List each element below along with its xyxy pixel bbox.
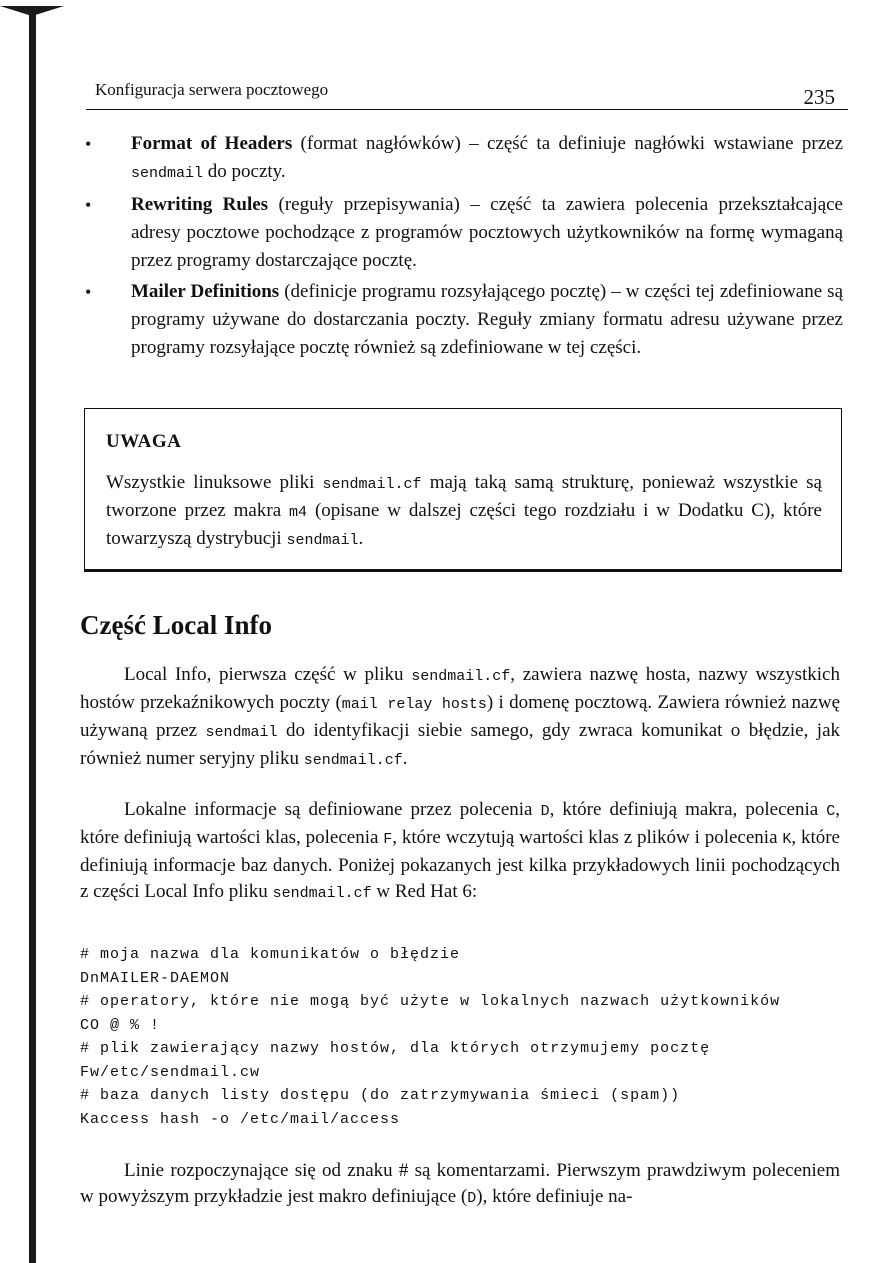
running-header <box>95 80 847 108</box>
inline-code: m4 <box>289 504 308 521</box>
inline-code: F <box>383 831 393 848</box>
bullet-marker: • <box>85 195 92 215</box>
page-number: 235 <box>803 85 835 109</box>
inline-code: mail relay hosts <box>341 696 487 713</box>
inline-code: D <box>540 803 550 820</box>
note-text-part: . <box>358 528 364 549</box>
list-item-text: (reguły przepisywania) – część ta zawiera polecenia przekształcające adresy pocztowe pochodzące z programów pocztowych użytkowników na formę wymaganą przez programy dostarczające pocztę. <box>131 194 843 271</box>
body-paragraph <box>80 1158 840 1212</box>
paragraph-text: , zawiera nazwę hosta, nazwy wszystkich hostów przekaźnikowych poczty ( <box>80 664 840 713</box>
inline-code: sendmail.cf <box>411 668 511 685</box>
note-text <box>106 470 822 554</box>
section-list <box>85 130 843 365</box>
note-text-part: (opisane w dalszej części tego rozdziału i w Dodatku C), które towarzyszą dystrybucji <box>106 500 822 549</box>
binding-edge-line <box>29 8 36 1263</box>
paragraph-text: . <box>402 748 408 769</box>
inline-code: sendmail.cf <box>272 885 372 902</box>
list-item-text: do poczty. <box>203 161 286 182</box>
paragraph-text: do identyfikacji siebie samego, gdy zwraca komunikat o błędzie, jak również numer seryjny pliku <box>80 720 840 769</box>
note-title: UWAGA <box>106 431 182 452</box>
paragraph-text: , które wczytują wartości klas z plików i polecenia <box>392 827 783 848</box>
paragraph-text: , które definiują wartości klas, polecenia <box>80 799 840 848</box>
list-item <box>85 191 843 275</box>
list-item <box>85 130 843 188</box>
bullet-marker: • <box>85 134 92 154</box>
inline-code: sendmail.cf <box>322 476 422 493</box>
code-line: # plik zawierający nazwy hostów, dla których otrzymujemy pocztę <box>80 1040 711 1057</box>
paragraph-text: Lokalne informacje są definiowane przez polecenia <box>124 799 541 820</box>
paragraph-text: Local Info, pierwsza część w pliku <box>124 664 412 685</box>
inline-code: K <box>782 831 792 848</box>
code-block <box>80 943 780 1131</box>
paragraph-text: , które definiują makra, polecenia <box>549 799 827 820</box>
list-item-text: (definicje programu rozsyłającego pocztę) – w części tej zdefiniowane są programy używane do dostarczania poczty. Reguły zmiany formatu adresu używane przez programy rozsyłające pocztę również są zdefiniowane w tej części. <box>131 281 844 358</box>
code-line: Kaccess hash -o /etc/mail/access <box>80 1110 401 1128</box>
body-paragraph <box>80 662 840 774</box>
inline-code: sendmail <box>286 532 359 549</box>
code-line: # moja nazwa dla komunikatów o błędzie <box>80 946 461 963</box>
header-title: Konfiguracja serwera pocztowego <box>95 80 329 99</box>
paragraph-text: , które definiują informacje baz danych. Poniżej pokazanych jest kilka przykładowych linii pochodzących z części Local Info pliku <box>80 827 840 902</box>
list-item-term: Format of Headers <box>131 133 293 154</box>
inline-code: sendmail.cf <box>303 752 403 769</box>
inline-code: sendmail <box>131 165 204 182</box>
paragraph-text: Linie rozpoczynające się od znaku # są komentarzami. Pierwszym prawdziwym poleceniem w powyższym przykładzie jest makro definiujące ( <box>80 1160 840 1207</box>
header-rule <box>86 109 848 110</box>
code-line: # baza danych listy dostępu (do zatrzymywania śmieci (spam)) <box>80 1087 681 1104</box>
list-item-term: Mailer Definitions <box>131 281 280 302</box>
body-paragraph <box>80 797 840 907</box>
bullet-marker: • <box>85 282 92 302</box>
section-heading: Część Local Info <box>80 610 272 640</box>
paragraph-text: ), które definiuje na- <box>476 1186 633 1207</box>
code-line: Fw/etc/sendmail.cw <box>80 1063 261 1081</box>
list-item-text: (format nagłówków) – część ta definiuje nagłówki wstawiane przez <box>292 133 843 154</box>
note-box <box>84 408 842 570</box>
list-item-term: Rewriting Rules <box>131 194 269 215</box>
paragraph-text: ) i domenę pocztową. Zawiera również nazwę używaną przez <box>80 692 841 741</box>
inline-code: C <box>826 803 836 820</box>
paragraph-text: w Red Hat 6: <box>371 881 478 902</box>
list-item <box>85 278 843 362</box>
code-line: CO @ % ! <box>80 1016 161 1034</box>
code-line: # operatory, które nie mogą być użyte w lokalnych nazwach użytkowników <box>80 993 781 1010</box>
inline-code: D <box>467 1190 477 1207</box>
note-text-part: mają taką samą strukturę, ponieważ wszystkie są tworzone przez makra <box>106 472 822 521</box>
note-text-part: Wszystkie linuksowe pliki <box>106 472 323 493</box>
inline-code: sendmail <box>205 724 278 741</box>
code-line: DnMAILER-DAEMON <box>80 969 231 987</box>
